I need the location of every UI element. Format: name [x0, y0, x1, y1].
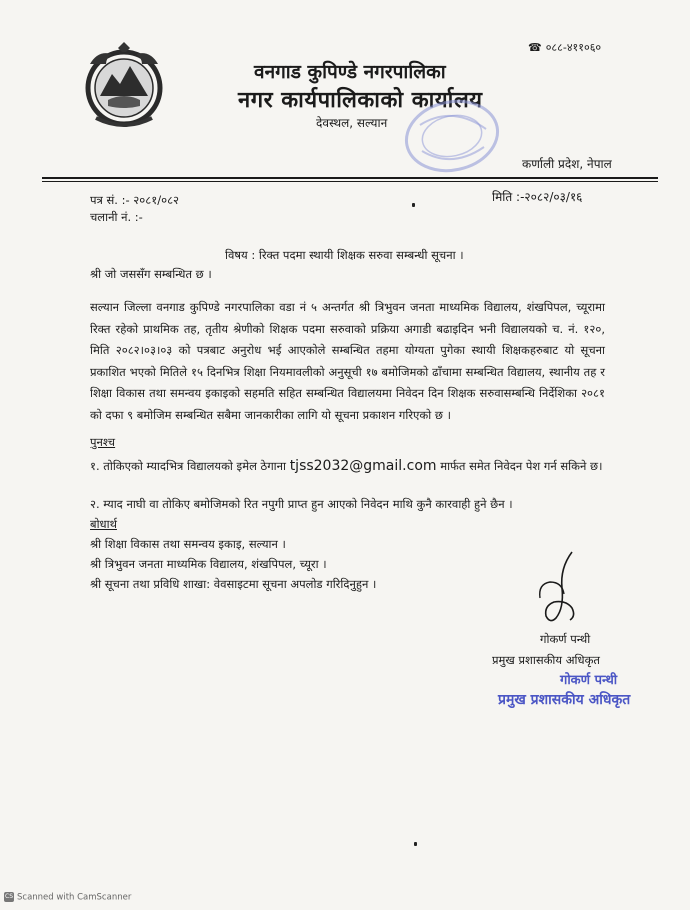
point1-text-before: १. तोकिएको म्यादभित्र विद्यालयको इमेल ठेगाना: [90, 459, 287, 473]
org-name-line1: वनगाड कुपिण्डे नगरपालिका: [254, 61, 446, 83]
phone-number: [528, 40, 601, 55]
letter-date: मिति :-२०८२/०३/१६: [492, 190, 583, 204]
cc-item: श्री शिक्षा विकास तथा समन्वय इकाइ, सल्यान ।: [90, 537, 286, 551]
signatory-name: गोकर्ण पन्थी: [540, 632, 591, 646]
scanner-watermark: [4, 892, 131, 903]
phone-text: ०८८-४११०६०: [545, 41, 602, 54]
letter-subject: विषय : रिक्त पदमा स्थायी शिक्षक सरुवा सम्बन्धी सूचना ।: [225, 248, 464, 262]
letter-addressee: श्री जो जससँग सम्बन्धित छ ।: [90, 267, 212, 281]
header-divider-thin: [42, 181, 658, 182]
point1-text-after: मार्फत समेत निवेदन पेश गर्न सकिने छ।: [440, 459, 603, 473]
org-address: देवस्थल, सल्यान: [316, 116, 388, 130]
nepal-emblem-logo: [78, 40, 170, 132]
dispatch-number: चलानी नं. :-: [90, 210, 143, 224]
cc-item: श्री सूचना तथा प्रविधि शाखा: वेवसाइटमा सूचना अपलोड गरिदिनुहुन ।: [90, 577, 377, 591]
org-name-line2: नगर कार्यपालिकाको कार्यालय: [238, 88, 483, 113]
province-name: कर्णाली प्रदेश, नेपाल: [522, 157, 612, 171]
postscript-point-2: २. म्याद नाघी वा तोकिए बमोजिमको रित नपुगी प्राप्त हुन आएको निवेदन माथि कुनै कारवाही हुने छैन ।: [90, 497, 513, 511]
letter-reference-number: पत्र सं. :- २०८१/०८२: [90, 193, 180, 207]
name-stamp: गोकर्ण पन्थी: [560, 673, 618, 688]
scan-speck: [412, 203, 415, 207]
camscanner-icon: CS: [5, 893, 13, 900]
scanner-text: Scanned with CamScanner: [17, 892, 132, 903]
office-stamp: [400, 95, 504, 177]
signatory-title: प्रमुख प्रशासकीय अधिकृत: [492, 653, 600, 667]
postscript-point-1: [90, 456, 610, 476]
cc-item: श्री त्रिभुवन जनता माध्यमिक विद्यालय, शंखपिपल, च्यूरा ।: [90, 557, 327, 571]
telephone-icon: ☎: [528, 41, 542, 54]
letter-body-paragraph: सल्यान जिल्ला वनगाड कुपिण्डे नगरपालिका वडा नं ५ अन्तर्गत श्री त्रिभुवन जनता माध्यमिक विद्यालय, शंखपिपल, च्यूरामा रिक्त रहेको प्राथमिक तह, तृतीय श्रेणीको शिक्षक पदमा सरुवाको प्रक्रिया अगाडी बढाइदिन भनी विद्यालयको च. नं. १२०, मिति २०८२।०३।०३ को पत्रबाट अनुरोध भई आएकोले सम्बन्धित तहमा योग्यता पुगेका स्थायी शिक्षकहरुबाट यो सूचना प्रकाशित भएको मितिले १५ दिनभित्र शिक्षा नियमावलीको अनुसूची १७ बमोजिमको ढाँचामा सम्बन्धित विद्यालय, स्थानीय तह र शिक्षा विकास तथा समन्वय इकाइको सहमति सहित सम्बन्धित विद्यालयमा निवेदन दिन शिक्षक सरुवासम्बन्धि निर्देशिका २०८१ को दफा ९ बमोजिम सम्बन्धित सबैमा जानकारीका लागि यो सूचना प्रकाशन गरिएको छ ।: [90, 300, 605, 422]
cc-heading: बोधार्थ: [90, 517, 117, 531]
scan-speck: [414, 842, 417, 846]
title-stamp: प्रमुख प्रशासकीय अधिकृत: [498, 692, 631, 708]
header-divider: [42, 177, 658, 179]
school-email: tjss2032@gmail.com: [289, 458, 437, 474]
handwritten-signature: [520, 548, 600, 626]
postscript-heading: पुनश्च: [90, 435, 116, 449]
